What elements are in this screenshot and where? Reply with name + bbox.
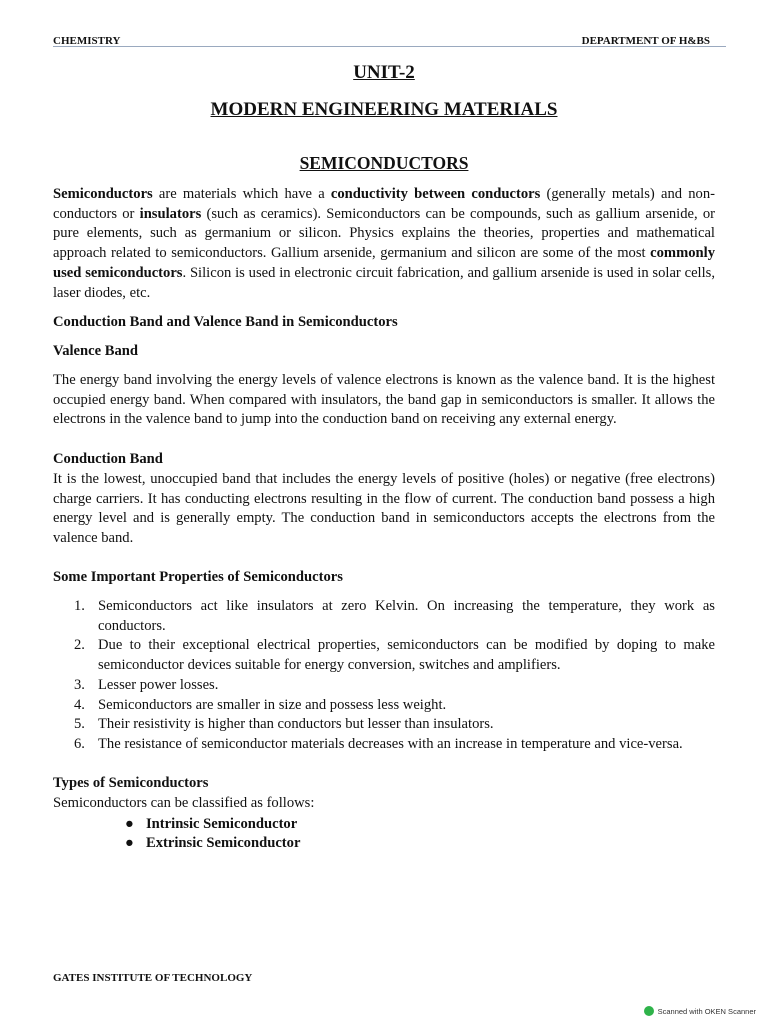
list-number: 4. — [74, 696, 85, 713]
types-heading: Types of Semiconductors — [53, 775, 209, 791]
scanner-logo-icon — [644, 1006, 654, 1016]
scanner-text: Scanned with OKEN Scanner — [657, 1006, 756, 1016]
bullet-icon: ● — [125, 816, 134, 832]
list-number: 3. — [74, 676, 85, 693]
list-number: 6. — [74, 735, 85, 752]
list-text: Their resistivity is higher than conductors but lesser than insulators. — [98, 716, 494, 733]
types-intro: Semiconductors can be classified as follows: — [53, 795, 315, 811]
intro-paragraph — [53, 185, 715, 303]
list-item — [120, 815, 300, 834]
list-item — [53, 715, 715, 735]
conduction-paragraph: It is the lowest, unoccupied band that includes the energy levels of positive (holes) or negative (free electrons) charge carriers. It has conducting electrons resulting in the flow of current. The conduction band possess a high energy level and is generally empty. The conduction band in semiconductors accepts the electrons from the valence band. — [53, 471, 715, 547]
list-item — [53, 696, 715, 716]
properties-heading: Some Important Properties of Semiconductors — [53, 569, 343, 585]
valence-heading: Valence Band — [53, 343, 139, 359]
header-department: DEPARTMENT OF H&BS — [581, 35, 710, 47]
list-item — [53, 636, 715, 675]
properties-list — [53, 597, 715, 755]
list-text: The resistance of semiconductor materials decreases with an increase in temperature and vice-versa. — [98, 735, 683, 752]
type-intrinsic: Intrinsic Semiconductor — [146, 816, 298, 832]
intro-bold-3: conductivity between conductors — [330, 186, 541, 202]
intro-text-6: (such as ceramics). Semiconductors can be compounds, such as gallium arsenide, or pure elements, such as germanium or silicon. Physics explains the theories, properties and mathematical approach related to semiconductors. Gallium arsenide, germanium and silicon are some of the most — [53, 205, 715, 262]
main-title: MODERN ENGINEERING MATERIALS — [210, 99, 558, 120]
intro-text-4: (generally metals) and non-conductors or — [53, 186, 715, 222]
intro-text-2: are materials which have a — [152, 186, 331, 202]
list-text: Semiconductors are smaller in size and possess less weight. — [98, 696, 447, 713]
section-title: SEMICONDUCTORS — [299, 153, 469, 173]
valence-paragraph: The energy band involving the energy levels of valence electrons is known as the valence band. It is the highest occupied energy band. When compared with insulators, the band gap in semiconductors is smaller. It allows the electrons in the valence band to jump into the conduction band on receiving any external energy. — [53, 372, 715, 428]
list-number: 5. — [74, 716, 85, 733]
list-item — [53, 676, 715, 696]
conduction-heading: Conduction Band — [53, 451, 163, 467]
header-subject: CHEMISTRY — [53, 35, 121, 47]
bullet-icon: ● — [125, 835, 134, 851]
list-item — [120, 834, 300, 853]
type-extrinsic: Extrinsic Semiconductor — [146, 835, 301, 851]
intro-bold-7: commonly used semiconductors — [53, 245, 715, 281]
intro-bold-1: Semiconductors — [53, 186, 153, 202]
types-list — [120, 815, 300, 853]
list-item — [53, 735, 715, 755]
unit-title: UNIT-2 — [353, 62, 415, 83]
list-text: Semiconductors act like insulators at zero Kelvin. On increasing the temperature, they work as conductors. — [98, 598, 715, 634]
page-header — [53, 34, 726, 47]
list-text: Due to their exceptional electrical properties, semiconductors can be modified by doping to make semiconductor devices suitable for energy conversion, switches and amplifiers. — [98, 637, 715, 674]
bands-heading: Conduction Band and Valence Band in Semiconductors — [53, 314, 398, 330]
intro-bold-5: insulators — [139, 205, 202, 222]
intro-text-8: . Silicon is used in electronic circuit fabrication, and gallium arsenide is used in solar cells, laser diodes, etc. — [53, 264, 715, 301]
list-item — [53, 597, 715, 636]
list-number: 1. — [74, 598, 85, 614]
list-number: 2. — [74, 637, 85, 654]
page-footer: GATES INSTITUTE OF TECHNOLOGY — [53, 972, 253, 984]
list-text: Lesser power losses. — [98, 676, 219, 693]
scanner-watermark — [644, 1006, 756, 1016]
